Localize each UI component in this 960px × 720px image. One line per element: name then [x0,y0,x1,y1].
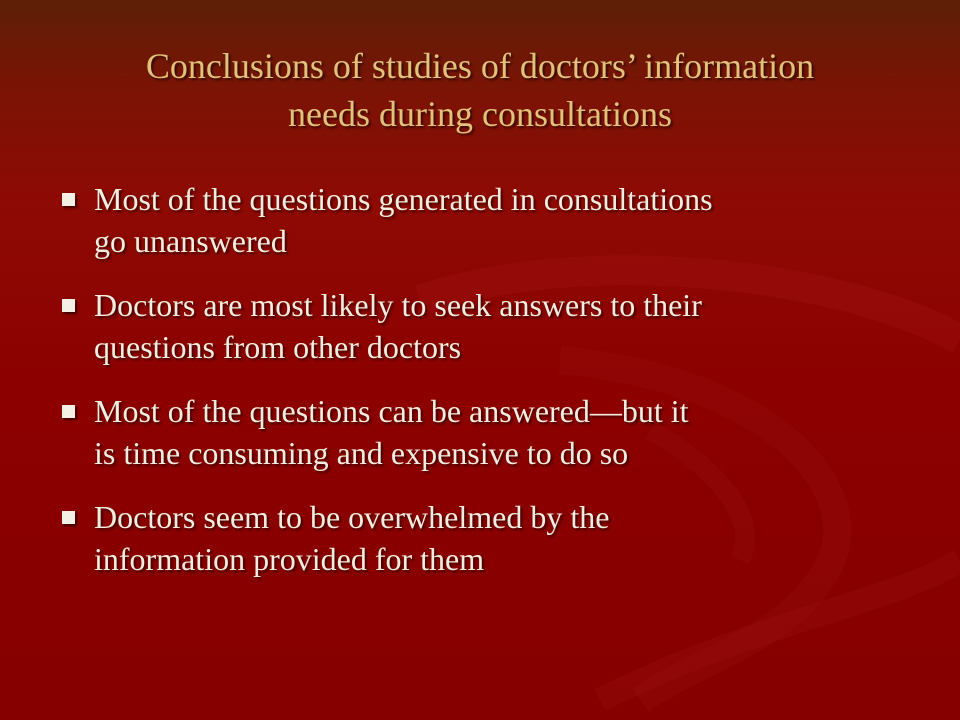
square-bullet-icon [62,299,75,312]
bullet-item [60,390,920,474]
bullet-text-line-2: is time consuming and expensive to do so [94,435,629,471]
bullet-text-line-2: go unanswered [94,223,287,259]
bullet-text-line-2: information provided for them [94,541,485,577]
bullet-item [60,284,920,368]
bullet-text-line-1: Most of the questions generated in consultations [94,181,713,217]
slide-title [60,42,900,138]
slide-title-line-1: Conclusions of studies of doctors’ information [145,46,815,86]
slide-title-line-2: needs during consultations [288,94,672,134]
bullet-text-line-1: Doctors are most likely to seek answers to their [94,287,702,323]
bullet-item [60,178,920,262]
bullet-item [60,496,920,580]
square-bullet-icon [62,193,75,206]
bullet-text-line-1: Most of the questions can be answered—but it [94,393,689,429]
bullet-list [60,178,920,602]
square-bullet-icon [62,405,75,418]
bullet-text-line-2: questions from other doctors [94,329,462,365]
bullet-text-line-1: Doctors seem to be overwhelmed by the [94,499,610,535]
square-bullet-icon [62,511,75,524]
